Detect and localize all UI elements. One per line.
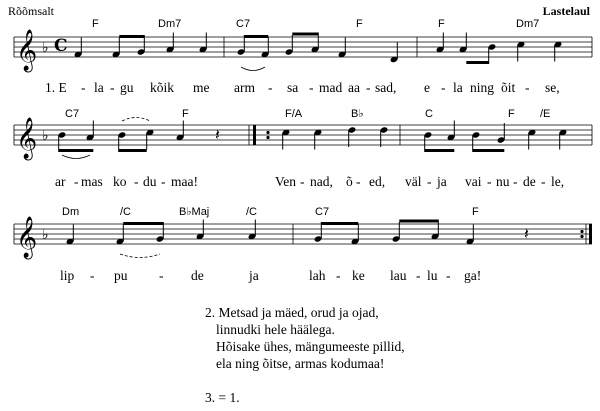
lyric-syllable: -: [159, 268, 164, 283]
slur: [241, 67, 265, 71]
note-beam: [119, 35, 144, 38]
chord-symbol: C7: [65, 108, 80, 120]
lyric-syllable: nu: [496, 174, 510, 189]
lyric-syllable: lau: [390, 268, 407, 283]
lyric-syllable: -: [513, 174, 518, 189]
chord-symbol: F: [438, 18, 445, 30]
lyric-syllable: 1. E: [45, 80, 67, 95]
lyric-syllable: le,: [551, 174, 565, 189]
note-beam: [123, 222, 163, 225]
lyric-syllable: ning: [470, 80, 495, 95]
barline-thick: [253, 125, 256, 145]
chord-symbol: F: [92, 18, 99, 30]
lyric-syllable: -: [134, 174, 139, 189]
lyric-syllable: ja: [249, 268, 259, 283]
note-beam: [244, 35, 268, 38]
lyric-syllable: me: [193, 80, 210, 95]
lyric-syllable: -: [541, 174, 546, 189]
verse-gap: [205, 372, 405, 389]
note-beam: [59, 149, 94, 152]
note-beam: [321, 222, 358, 225]
lyric-syllable: du: [143, 174, 157, 189]
lyric-syllable: Ven: [275, 174, 296, 189]
tempo-marking: Rõõmsalt: [8, 4, 55, 18]
lyric-syllable: ja: [437, 174, 447, 189]
lyric-syllable: lu: [427, 268, 438, 283]
lyric-syllable: ar: [55, 174, 66, 189]
lyric-syllable: -: [81, 80, 86, 95]
verse-line: ela ning õitse, armas kodumaa!: [216, 356, 385, 371]
chord-symbol: Dm: [62, 206, 80, 218]
lyric-syllable: õit: [501, 80, 516, 95]
lyric-syllable: ko: [113, 174, 127, 189]
note-beam: [119, 149, 147, 152]
lyric-syllable: -: [110, 80, 115, 95]
note-beam: [466, 61, 488, 64]
lyric-syllable: la: [94, 80, 104, 95]
lyric-syllable: nad,: [310, 174, 333, 189]
chord-symbol: C7: [315, 206, 330, 218]
lyric-syllable: kõik: [150, 80, 175, 95]
repeat-dot: [266, 136, 269, 139]
quarter-rest-icon: 𝄽: [524, 224, 529, 243]
lyric-syllable: -: [356, 174, 361, 189]
lyric-syllable: ke: [352, 268, 365, 283]
lyric-syllable: -: [268, 80, 273, 95]
chord-symbol: Dm7: [516, 18, 540, 30]
slur: [120, 254, 160, 258]
chord-symbol: Dm7: [158, 18, 182, 30]
lyric-syllable: aa: [348, 80, 360, 95]
lyric-syllable: -: [90, 268, 95, 283]
key-flat-icon: ♭: [42, 227, 49, 243]
lyric-syllable: e: [424, 80, 430, 95]
chord-symbol: F: [182, 108, 189, 120]
lyric-syllable: lip: [60, 268, 75, 283]
treble-clef-icon: 𝄞: [16, 118, 38, 159]
lyric-syllable: gu: [120, 80, 134, 95]
lyric-syllable: vai: [465, 174, 482, 189]
lyric-syllable: sa: [287, 80, 299, 95]
lyric-syllable: ed,: [369, 174, 386, 189]
repeat-dot: [580, 230, 583, 233]
lyric-syllable: sad,: [375, 80, 397, 95]
song-source-label: Lastelaul: [542, 4, 590, 18]
staff-system: [14, 108, 592, 189]
lyric-syllable: mad: [319, 80, 343, 95]
lyric-syllable: -: [300, 174, 305, 189]
lyric-syllable: maa!: [171, 174, 198, 189]
verse-line: 3. = 1.: [205, 390, 240, 405]
lyric-syllable: se,: [545, 80, 560, 95]
key-flat-icon: ♭: [42, 128, 49, 144]
lyric-syllable: -: [161, 174, 166, 189]
note-beam: [292, 33, 318, 36]
repeat-dot: [266, 131, 269, 134]
lyric-syllable: -: [416, 268, 421, 283]
chord-symbol: C: [425, 108, 433, 120]
treble-clef-icon: 𝄞: [16, 217, 38, 258]
verse-line: linnudki hele häälega.: [216, 322, 335, 337]
lyric-syllable: -: [366, 80, 371, 95]
lyric-syllable: ga!: [464, 268, 482, 283]
note-beam: [425, 149, 455, 152]
repeat-dot: [580, 235, 583, 238]
chord-symbol: F: [472, 206, 479, 218]
chord-symbol: F: [508, 108, 515, 120]
chord-symbol: /E: [540, 108, 551, 120]
lyric-syllable: pu: [114, 268, 128, 283]
lyric-syllable: -: [427, 174, 432, 189]
verse-line: 2. Metsad ja mäed, orud ja ojad,: [205, 305, 379, 320]
staff-system: [14, 206, 592, 283]
key-flat-icon: ♭: [42, 40, 49, 56]
chord-symbol: B♭: [351, 108, 364, 120]
slur: [122, 118, 150, 122]
slur: [62, 155, 90, 159]
lyric-syllable: -: [441, 80, 446, 95]
lyric-syllable: lah: [309, 268, 326, 283]
common-time-icon: C: [54, 36, 68, 56]
lyric-syllable: -: [336, 268, 341, 283]
lyric-syllable: de: [191, 268, 204, 283]
lyric-syllable: la: [453, 80, 463, 95]
lyric-syllable: -: [74, 174, 79, 189]
chord-symbol: /C: [120, 206, 131, 218]
chord-symbol: F: [356, 18, 363, 30]
chord-symbol: F/A: [285, 108, 303, 120]
note-beam: [473, 149, 505, 152]
quarter-rest-icon: 𝄽: [215, 125, 220, 144]
barline-thick: [589, 224, 592, 244]
chord-symbol: B♭Maj: [179, 206, 210, 218]
lyric-syllable: -: [446, 268, 451, 283]
treble-clef-icon: 𝄞: [16, 30, 38, 71]
lyric-syllable: väl: [405, 174, 422, 189]
lyric-syllable: arm: [234, 80, 255, 95]
chord-symbol: /C: [246, 206, 257, 218]
chord-symbol: C7: [236, 18, 251, 30]
lyric-syllable: -: [487, 174, 492, 189]
lyric-syllable: de: [523, 174, 536, 189]
lyric-syllable: -: [309, 80, 314, 95]
lyric-syllable: mas: [81, 174, 103, 189]
verse-line: Hõisake ühes, mängumeeste pillid,: [216, 339, 405, 354]
verses-block: [205, 304, 405, 406]
lyric-syllable: õ: [346, 174, 353, 189]
staff-system: [14, 18, 592, 95]
lyric-syllable: -: [525, 80, 530, 95]
note-beam: [399, 220, 438, 223]
